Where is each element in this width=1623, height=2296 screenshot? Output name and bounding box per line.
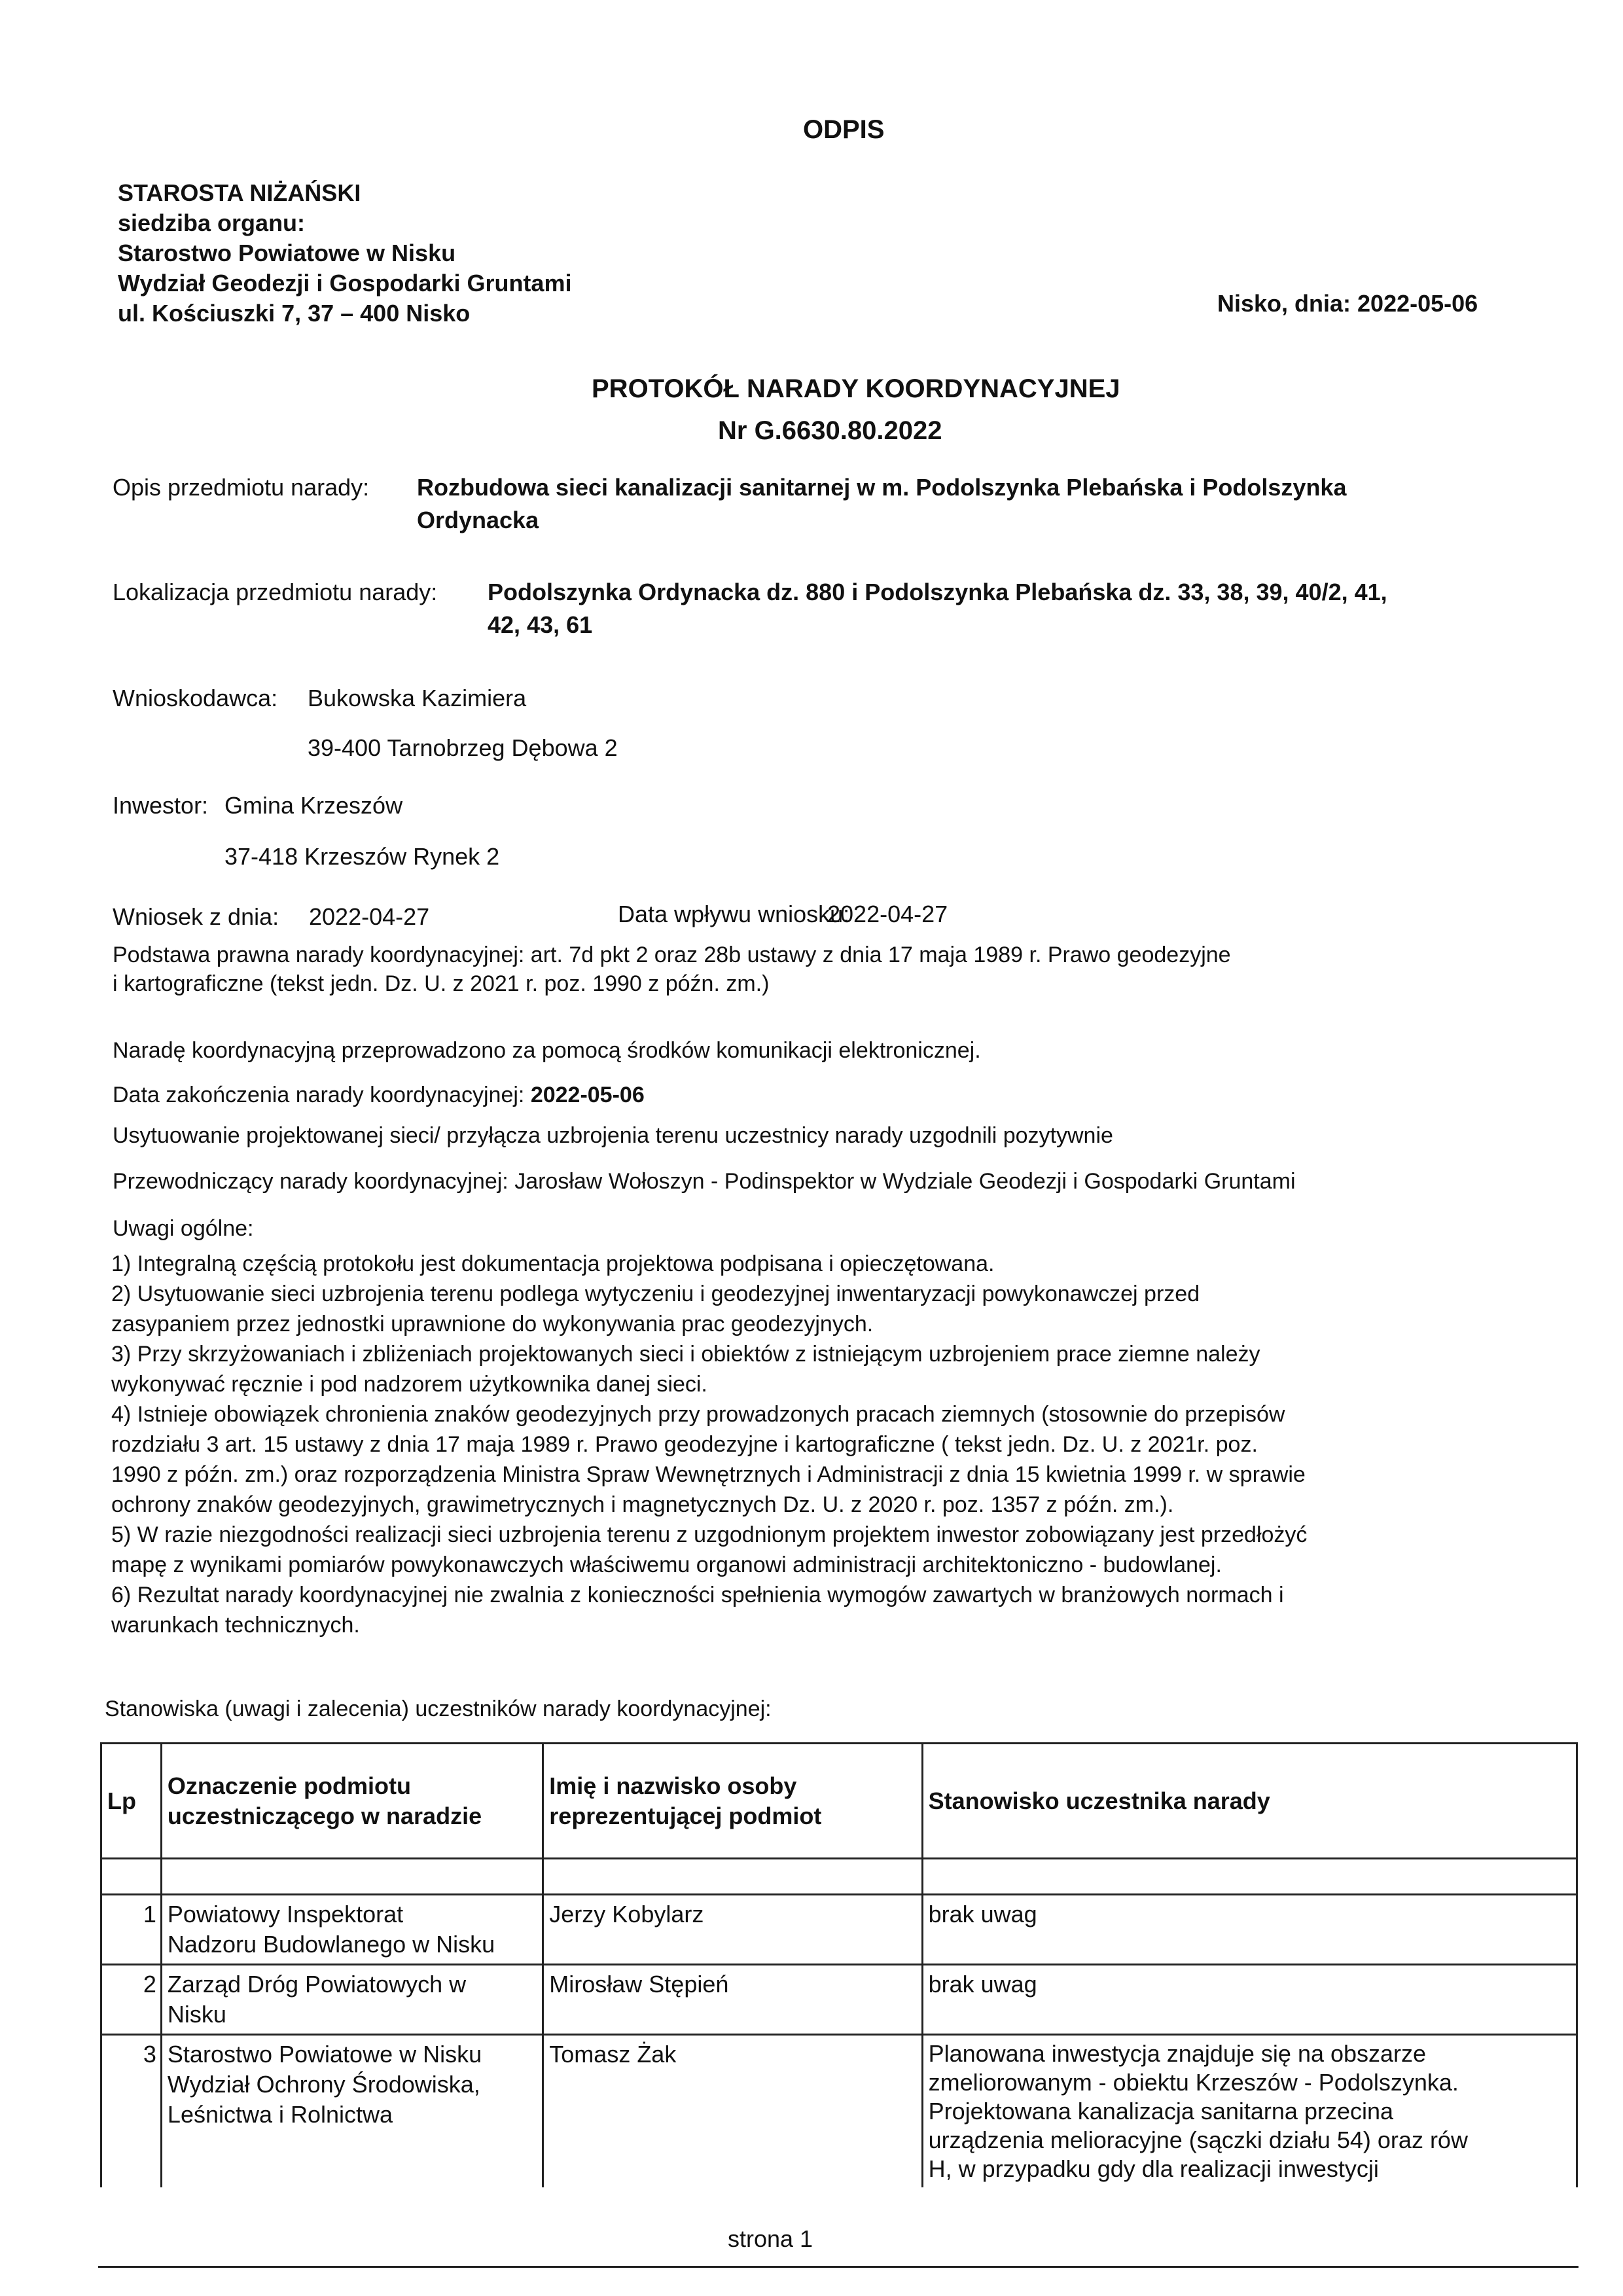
subject-value-line2: Ordynacka <box>417 507 539 533</box>
col-header-position: Stanowisko uczestnika narady <box>922 1744 1577 1859</box>
place-and-date: Nisko, dnia: 2022-05-06 <box>1217 290 1478 317</box>
request-received-value: 2022-04-27 <box>827 901 948 927</box>
remark-line: wykonywać ręcznie i pod nadzorem użytkownika danej sieci. <box>111 1372 707 1397</box>
footer-divider <box>98 2266 1578 2268</box>
row-position <box>922 1895 1577 1965</box>
agreement-note: Usytuowanie projektowanej sieci/ przyłącza uzbrojenia terenu uczestnicy narady uzgodnili pozytywnie <box>113 1123 1113 1148</box>
investor-name: Gmina Krzeszów <box>224 792 403 819</box>
row-entity-line: Nisku <box>167 2001 226 2028</box>
table-row <box>101 1895 1577 1965</box>
row-position-line: H, w przypadku gdy dla realizacji inwestycji <box>928 2155 1379 2182</box>
end-date-label: Data zakończenia narady koordynacyjnej: <box>113 1083 531 1107</box>
table-header-row <box>101 1744 1577 1859</box>
remark-line: 4) Istnieje obowiązek chronienia znaków geodezyjnych przy prowadzonych pracach ziemnych (stosownie do przepisów <box>111 1402 1285 1427</box>
positions-heading: Stanowiska (uwagi i zalecenia) uczestników narady koordynacyjnej: <box>105 1696 772 1721</box>
request-date-label: Wniosek z dnia: <box>113 903 279 930</box>
request-date-value: 2022-04-27 <box>309 903 430 930</box>
authority-department: Wydział Geodezji i Gospodarki Gruntami <box>118 270 572 296</box>
row-person: Tomasz Żak <box>543 2035 922 2188</box>
col-header-entity-line2: uczestniczącego w naradzie <box>167 1802 482 1829</box>
table-gap-row <box>101 1859 1577 1895</box>
row-position <box>922 2035 1577 2188</box>
odpis-label: ODPIS <box>803 115 885 144</box>
row-entity-line: Nadzoru Budowlanego w Nisku <box>167 1931 495 1958</box>
remark-line: 1) Integralną częścią protokołu jest dokumentacja projektowa podpisana i opieczętowana. <box>111 1251 995 1276</box>
legal-basis-line1: Podstawa prawna narady koordynacyjnej: art. 7d pkt 2 oraz 28b ustawy z dnia 17 maja 1989 r. Prawo geodezyjne <box>113 942 1231 967</box>
gap-cell <box>543 1859 922 1895</box>
applicant-name: Bukowska Kazimiera <box>308 685 527 711</box>
end-date <box>113 1083 645 1108</box>
location-value-line1: Podolszynka Ordynacka dz. 880 i Podolszynka Plebańska dz. 33, 38, 39, 40/2, 41, <box>488 579 1387 605</box>
table-row <box>101 2035 1577 2188</box>
gap-cell <box>161 1859 543 1895</box>
remark-line: zasypaniem przez jednostki uprawnione do wykonywania prac geodezyjnych. <box>111 1312 874 1336</box>
col-header-entity-line1: Oznaczenie podmiotu <box>167 1772 411 1799</box>
remark-line: 5) W razie niezgodności realizacji sieci uzbrojenia terenu z uzgodnionym projektem inwestor zobowiązany jest przedłożyć <box>111 1522 1308 1547</box>
gap-cell <box>922 1859 1577 1895</box>
remark-line: rozdziału 3 art. 15 ustawy z dnia 17 maja 1989 r. Prawo geodezyjne i kartograficzne ( tekst jedn. Dz. U. z 2021r. poz. <box>111 1432 1258 1457</box>
row-entity-line: Starostwo Powiatowe w Nisku <box>167 2041 482 2068</box>
location-label: Lokalizacja przedmiotu narady: <box>113 579 438 605</box>
location-value-line2: 42, 43, 61 <box>488 611 593 638</box>
general-remarks-list <box>111 1249 1577 1640</box>
remark-line: 2) Usytuowanie sieci uzbrojenia terenu podlega wytyczeniu i geodezyjnej inwentaryzacji powykonawczej przed <box>111 1282 1200 1306</box>
subject-value-line1: Rozbudowa sieci kanalizacji sanitarnej w m. Podolszynka Plebańska i Podolszynka <box>417 474 1347 501</box>
remark-line: ochrony znaków geodezyjnych, grawimetrycznych i magnetycznych Dz. U. z 2020 r. poz. 1357 z późn. zm.). <box>111 1492 1174 1517</box>
row-entity-line: Leśnictwa i Rolnictwa <box>167 2101 393 2128</box>
end-date-value: 2022-05-06 <box>530 1083 645 1107</box>
col-header-person-line2: reprezentującej podmiot <box>549 1802 822 1829</box>
authority-seat-label: siedziba organu: <box>118 209 306 236</box>
row-position-line: Planowana inwestycja znajduje się na obszarze <box>928 2040 1427 2067</box>
applicant-label: Wnioskodawca: <box>113 685 278 711</box>
authority-name: STAROSTA NIŻAŃSKI <box>118 179 361 206</box>
general-remarks-label: Uwagi ogólne: <box>113 1216 254 1241</box>
table-row <box>101 1965 1577 2035</box>
electronic-note: Naradę koordynacyjną przeprowadzono za pomocą środków komunikacji elektronicznej. <box>113 1038 981 1063</box>
remark-line: 1990 z późn. zm.) oraz rozporządzenia Ministra Spraw Wewnętrznych i Administracji z dnia 15 kwietnia 1999 r. w sprawie <box>111 1462 1306 1487</box>
subject-label: Opis przedmiotu narady: <box>113 474 370 501</box>
investor-address: 37-418 Krzeszów Rynek 2 <box>224 843 500 870</box>
row-position-line: brak uwag <box>928 1901 1037 1928</box>
authority-address: ul. Kościuszki 7, 37 – 400 Nisko <box>118 300 471 327</box>
page-number: strona 1 <box>728 2225 813 2252</box>
row-entity-line: Powiatowy Inspektorat <box>167 1901 404 1928</box>
row-position-line: brak uwag <box>928 1971 1037 1998</box>
remark-line: 6) Rezultat narady koordynacyjnej nie zwalnia z konieczności spełnienia wymogów zawartych w branżowych normach i <box>111 1583 1284 1607</box>
row-position-line: Projektowana kanalizacja sanitarna przecina <box>928 2098 1394 2125</box>
row-entity-line: Wydział Ochrony Środowiska, <box>167 2071 480 2098</box>
row-position <box>922 1965 1577 2035</box>
applicant-address: 39-400 Tarnobrzeg Dębowa 2 <box>308 734 618 761</box>
remark-line: mapę z wynikami pomiarów powykonawczych właściwemu organowi administracji architektoniczno - budowlanej. <box>111 1552 1222 1577</box>
authority-office: Starostwo Powiatowe w Nisku <box>118 240 456 266</box>
row-entity <box>161 1965 543 2035</box>
remark-line: warunkach technicznych. <box>111 1613 360 1638</box>
row-position-line: zmeliorowanym - obiektu Krzeszów - Podolszynka. <box>928 2069 1459 2096</box>
col-header-person <box>543 1744 922 1859</box>
positions-table <box>100 1742 1578 2187</box>
row-position-line: urządzenia melioracyjne (sączki działu 54) oraz rów <box>928 2126 1468 2153</box>
gap-cell <box>101 1859 162 1895</box>
legal-basis-line2: i kartograficzne (tekst jedn. Dz. U. z 2021 r. poz. 1990 z późn. zm.) <box>113 971 770 996</box>
row-person: Jerzy Kobylarz <box>543 1895 922 1965</box>
col-header-entity <box>161 1744 543 1859</box>
protocol-number: Nr G.6630.80.2022 <box>718 416 942 445</box>
protocol-title: PROTOKÓŁ NARADY KOORDYNACYJNEJ <box>592 374 1120 403</box>
row-lp: 2 <box>101 1965 162 2035</box>
row-entity <box>161 1895 543 1965</box>
investor-label: Inwestor: <box>113 792 209 819</box>
request-received-label: Data wpływu wniosku: <box>618 901 850 927</box>
row-entity-line: Zarząd Dróg Powiatowych w <box>167 1971 467 1998</box>
col-header-person-line1: Imię i nazwisko osoby <box>549 1772 797 1799</box>
col-header-lp: Lp <box>101 1744 162 1859</box>
row-person: Mirosław Stępień <box>543 1965 922 2035</box>
chairman: Przewodniczący narady koordynacyjnej: Jarosław Wołoszyn - Podinspektor w Wydziale Geodezji i Gospodarki Gruntami <box>113 1169 1296 1194</box>
remark-line: 3) Przy skrzyżowaniach i zbliżeniach projektowanych sieci i obiektów z istniejącym uzbrojeniem prace ziemne należy <box>111 1342 1260 1367</box>
row-entity <box>161 2035 543 2188</box>
row-lp: 3 <box>101 2035 162 2188</box>
row-lp: 1 <box>101 1895 162 1965</box>
